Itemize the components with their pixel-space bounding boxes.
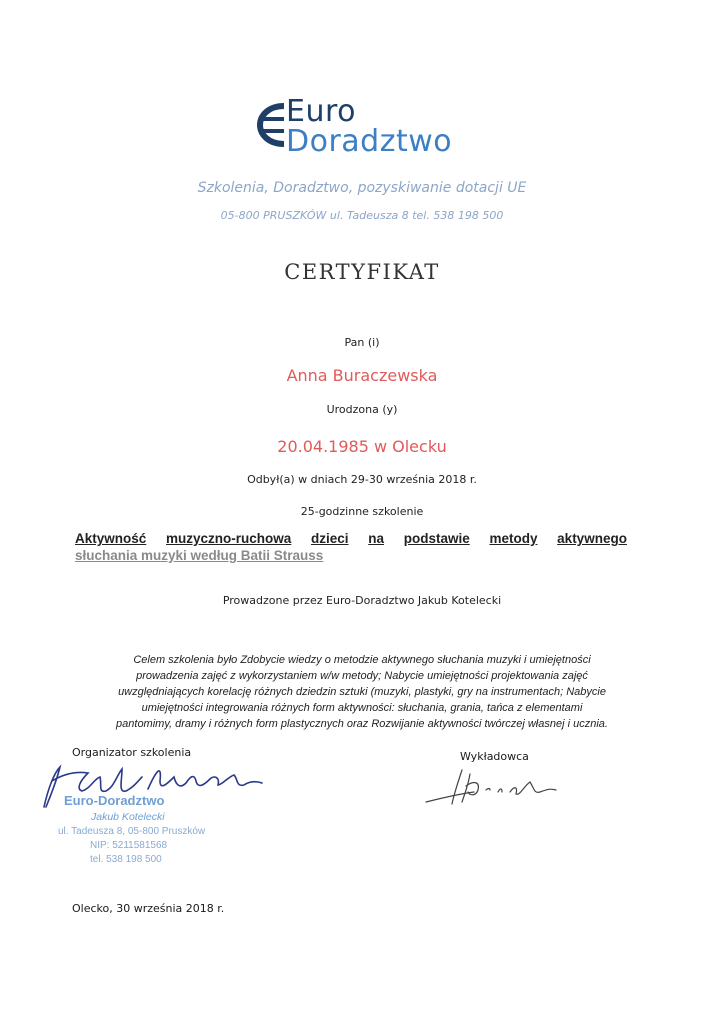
course-word: muzyczno-ruchowa xyxy=(166,531,292,546)
company-logo xyxy=(250,92,480,162)
company-address: 05-800 PRUSZKÓW ul. Tadeusza 8 tel. 538 198 500 xyxy=(220,209,504,222)
goal-line: Celem szkolenia było Zdobycie wiedzy o metodzie aktywnego słuchania muzyki i umiejętności xyxy=(133,654,591,666)
stamp-company: Euro-Doradztwo xyxy=(64,793,165,808)
pan-label: Pan (i) xyxy=(344,336,380,349)
stamp-nip: NIP: 5211581568 xyxy=(90,840,168,851)
place-date: Olecko, 30 września 2018 r. xyxy=(72,902,225,915)
course-word: aktywnego xyxy=(557,531,627,546)
tagline: Szkolenia, Doradztwo, pozyskiwanie dotacji UE xyxy=(197,180,527,196)
goal-line: uwzględniających korelację różnych dziedzin sztuki (muzyki, plastyki, gry na instrumentach; Nabycie xyxy=(118,686,606,698)
birth-date-place: 20.04.1985 w Olecku xyxy=(277,437,447,456)
course-title-line1 xyxy=(75,530,627,547)
course-word: na xyxy=(368,531,384,546)
certificate-title: CERTYFIKAT xyxy=(284,260,440,284)
training-hours: 25-godzinne szkolenie xyxy=(300,505,424,518)
born-label: Urodzona (y) xyxy=(326,403,398,416)
training-goal xyxy=(96,652,628,732)
course-word: Aktywność xyxy=(75,531,147,546)
stamp-person: Jakub Kotelecki xyxy=(91,811,165,823)
course-title xyxy=(75,530,627,564)
course-word: podstawie xyxy=(403,531,470,546)
course-word: dzieci xyxy=(310,531,349,546)
goal-line: umiejętności integrowania różnych form aktywności: słuchania, grania, tańca z elementami xyxy=(141,702,583,714)
stamp-address: ul. Tadeusza 8, 05-800 Pruszków xyxy=(58,826,206,837)
lecturer-signature xyxy=(422,762,572,810)
logo-text-doradztwo: Doradztwo xyxy=(286,124,453,159)
goal-line: prowadzenia zajęć z wykorzystaniem w/w metody; Nabycie umiejętności projektowania zajęć xyxy=(136,670,588,682)
lecturer-label: Wykładowca xyxy=(460,750,529,763)
recipient-name: Anna Buraczewska xyxy=(286,366,438,385)
course-title-line2: słuchania muzyki według Batii Strauss xyxy=(75,548,324,563)
goal-line: pantomimy, dramy i różnych form plastycznych oraz Rozwijanie aktywności twórczej własnej i ucznia. xyxy=(116,718,608,730)
stamp-tel: tel. 538 198 500 xyxy=(90,854,162,865)
conducted-by: Prowadzone przez Euro-Doradztwo Jakub Kotelecki xyxy=(222,594,502,607)
course-word: metody xyxy=(489,531,538,546)
logo-text-euro: Euro xyxy=(286,94,356,129)
completion-dates: Odbył(a) w dniach 29-30 września 2018 r. xyxy=(247,473,477,486)
organizer-label: Organizator szkolenia xyxy=(72,746,192,759)
